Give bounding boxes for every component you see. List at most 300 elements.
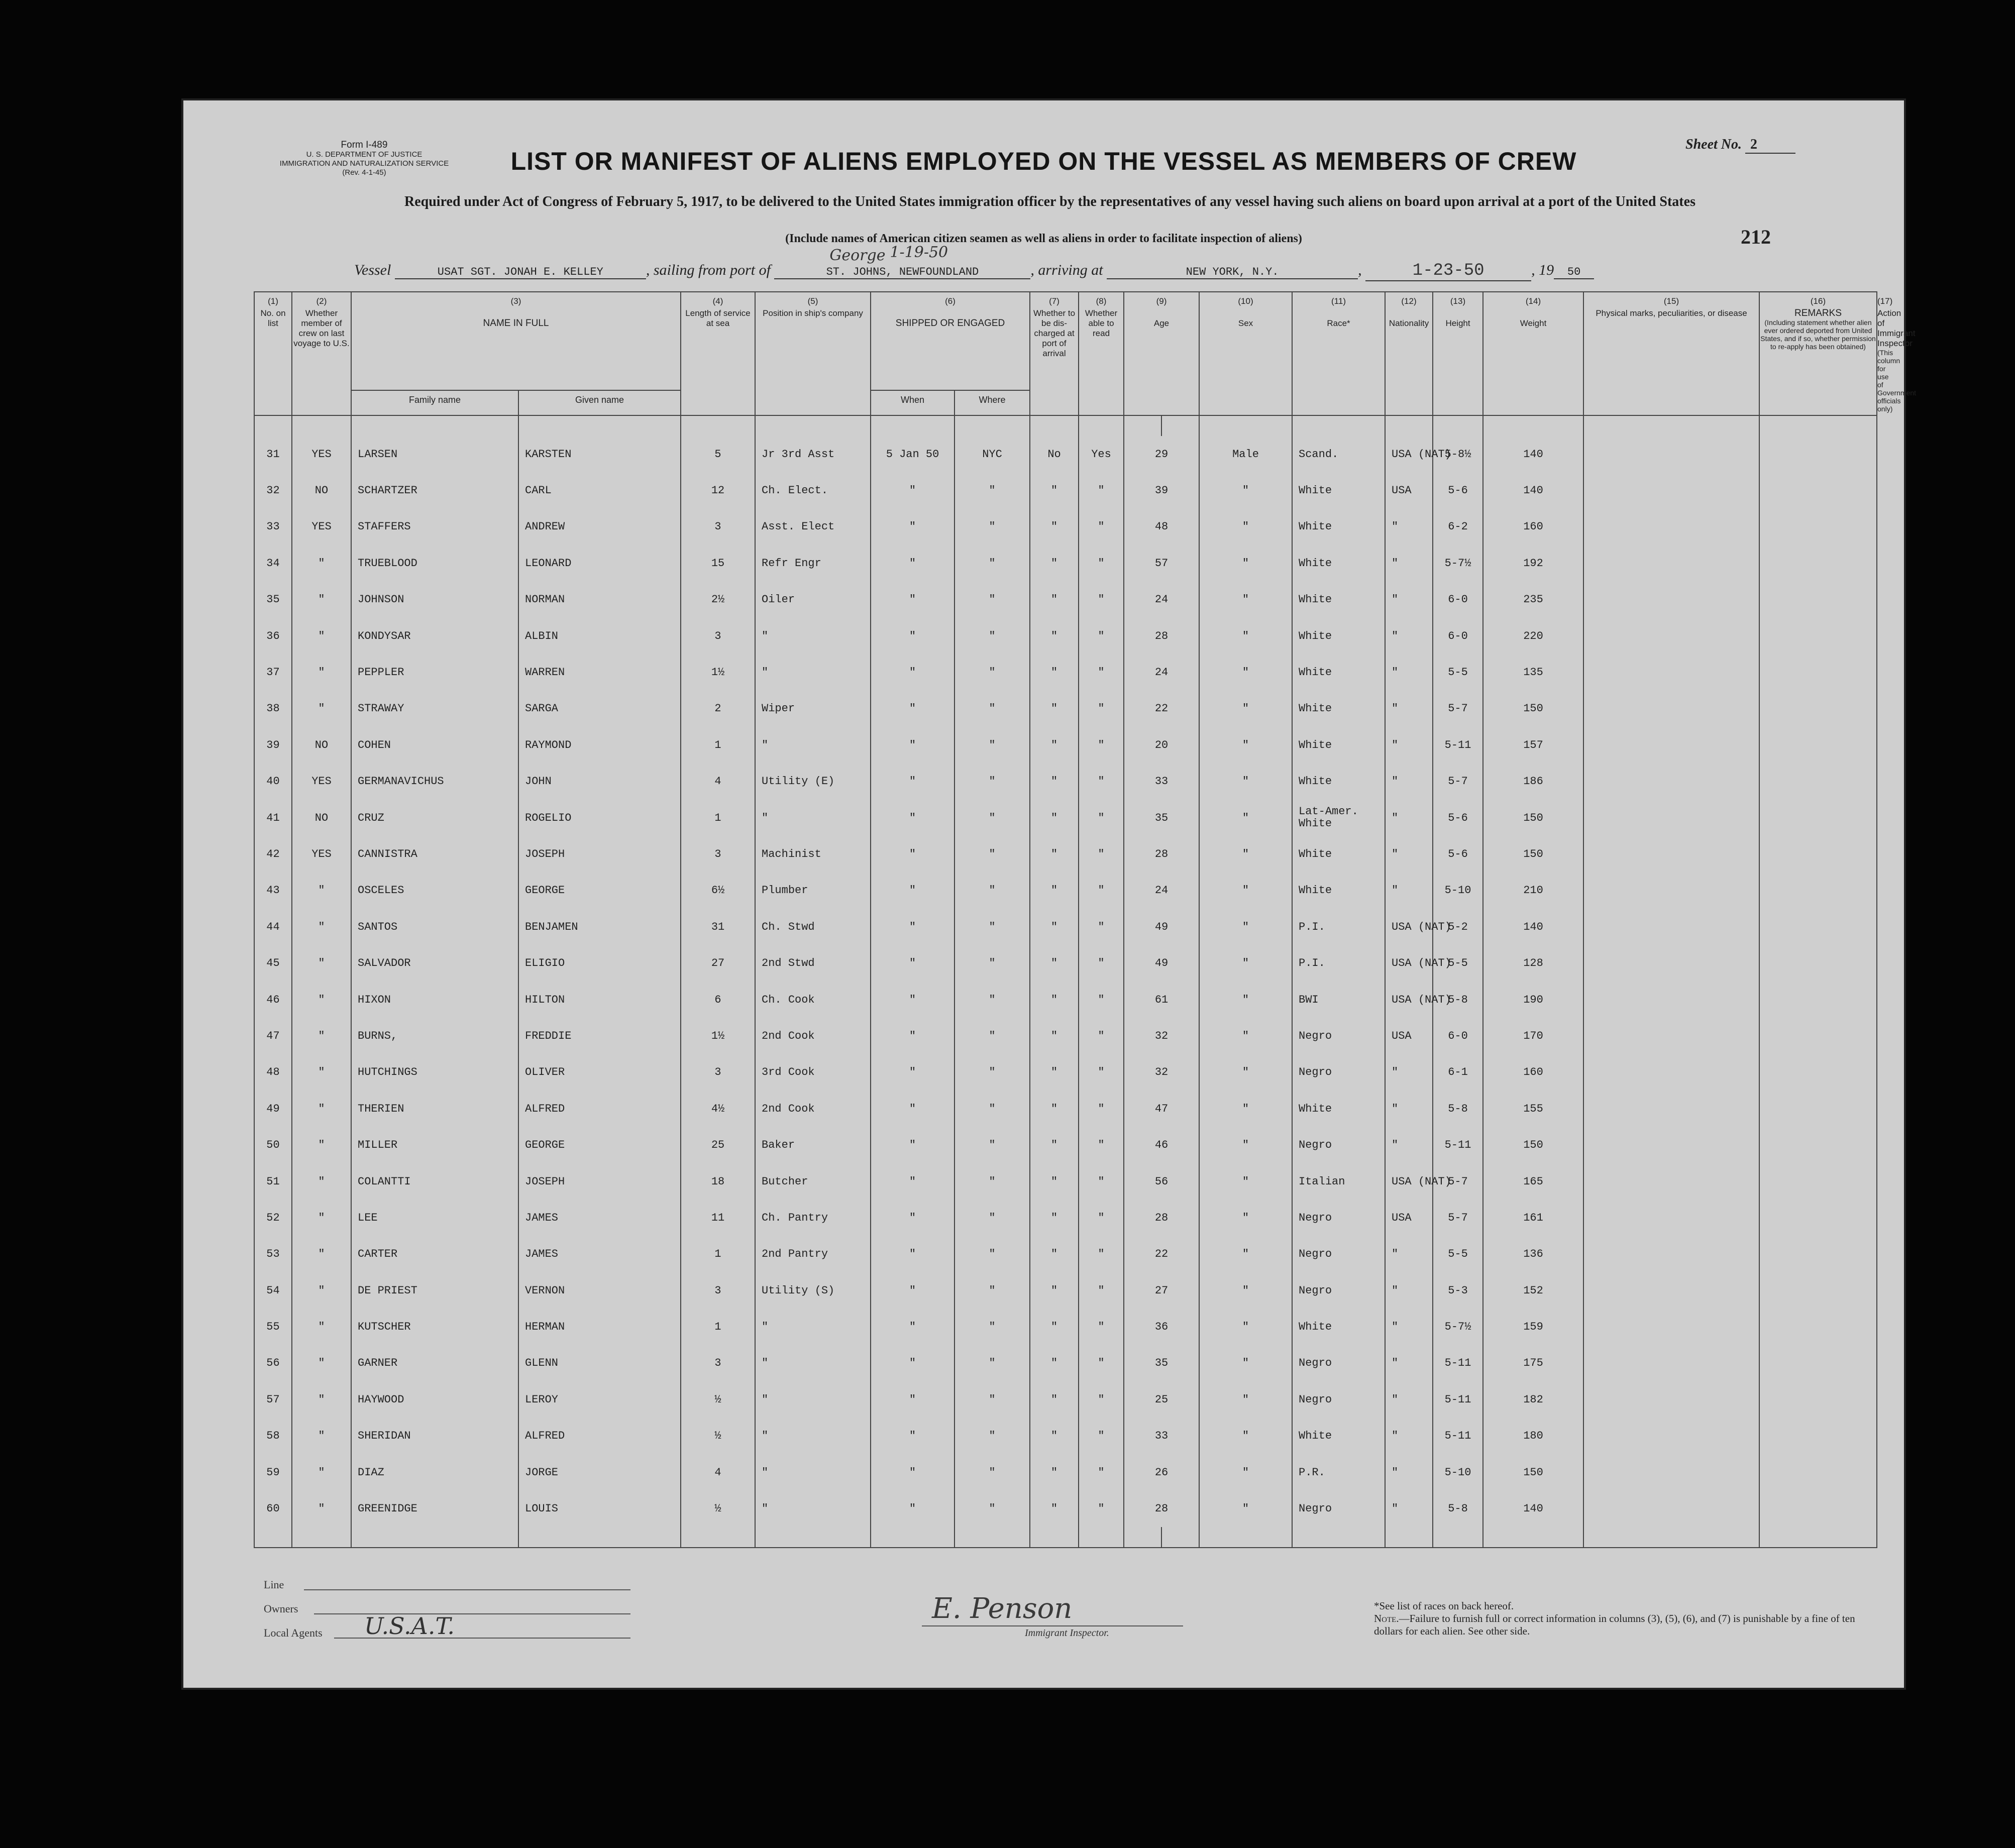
table-row [254,1272,1877,1309]
able-to-read: " [1079,509,1124,545]
sailing-label: , sailing from port of [646,262,771,278]
height: 5-8 [1433,1091,1483,1127]
remarks [1759,1127,1877,1163]
family-name: LEE [351,1200,518,1236]
length-of-service: ½ [681,1490,755,1527]
family-name: TRUEBLOOD [351,545,518,581]
shipped-where: " [955,654,1030,690]
row-number: 57 [254,1381,292,1418]
position: Ch. Cook [755,982,871,1018]
shipped-when: " [871,582,955,618]
table-row [254,1490,1877,1527]
given-name: JOSEPH [518,836,681,872]
age: 24 [1124,582,1199,618]
given-name: ANDREW [518,509,681,545]
physical-marks [1583,1454,1759,1490]
physical-marks [1583,1054,1759,1091]
row-number: 59 [254,1454,292,1490]
given-name: JORGE [518,1454,681,1490]
remarks [1759,1272,1877,1309]
length-of-service: 18 [681,1163,755,1200]
shipped-when: " [871,509,955,545]
position: 3rd Cook [755,1054,871,1091]
able-to-read: " [1079,654,1124,690]
shipped-where: " [955,1018,1030,1054]
able-to-read: " [1079,1127,1124,1163]
table-row [254,1381,1877,1418]
arrival-port: NEW YORK, N.Y. [1107,266,1358,279]
shipped-where: " [955,509,1030,545]
physical-marks [1583,727,1759,763]
height: 5-10 [1433,1454,1483,1490]
given-name: OLIVER [518,1054,681,1091]
position: " [755,1381,871,1418]
race: White [1292,1309,1385,1345]
shipped-where: " [955,1490,1030,1527]
given-name: JOHN [518,764,681,800]
age: 35 [1124,800,1199,836]
race: White [1292,582,1385,618]
nationality: USA [1385,1200,1433,1236]
able-to-read: " [1079,1381,1124,1418]
physical-marks [1583,691,1759,727]
given-name: GEORGE [518,873,681,909]
nationality: USA [1385,472,1433,508]
able-to-read: " [1079,1490,1124,1527]
sex: " [1199,1345,1292,1381]
position: " [755,1345,871,1381]
crew-table: (1) No. on list (2) Whether member of crew on last voyage to U.S. (3) NAME IN FULL (4) Length of service at sea (5) Position in ship's company (6) SHIPPED OR ENGAGED (7) Whether to be dis-charged at port of arrival (8) Whether able to read (9) Age (10) Sex (11) Race* (12) Nationality (13) Height (14) Weight (15) Physical marks, peculiarities, or disease (16) REMARKS (Including statement whether alien ever ordered deported from United States, and if so, whether permission to re-apply has been obtained) (17) Action of Immigrant Inspector (This column for use of Government officials only) Family name Given name When Where 31 YES LARSEN KARSTEN 5 Jr 3rd Asst 5 Jan 50 NYC No Yes 29 Male Scand. USA (NAT) 5-8½ 140 32 NO SCHARTZER CARL 12 Ch. Elect. " " " " 39 " White USA 5-6 140 33 YES STAFFERS ANDREW 3 Asst. Elect " " " " 48 " White " 6-2 160 34 " TRUEBLOOD LEONARD 15 Refr Engr " " " " 57 " White " 5-7½ 192 35 " JOHNSON NORMAN 2½ Oiler " " " " 24 " White " 6-0 235 36 " KONDYSAR ALBIN 3 " " " " " 28 " White " 6-0 220 37 " PEPPLER WARREN 1½ " " " " " 24 " White " 5-5 135 38 " STRAWAY SARGA 2 Wiper " " " " 22 " White " 5-7 150 39 NO COHEN RAYMOND 1 " " " " " 20 " White " 5-11 157 40 YES GERMANAVICHUS JOHN 4 Utility (E) " " " " 33 " White " 5-7 186 41 NO CRUZ ROGELIO 1 " " " " " 35 " Lat-Amer. White " 5-6 150 42 YES CANNISTRA JOSEPH 3 Machinist " " " " 28 " White " 5-6 150 43 " OSCELES GEORGE 6½ Plumber " " " " 24 " White " 5-10 210 44 " SANTOS BENJAMEN 31 Ch. Stwd " " " " 49 " P.I. USA (NAT) 5-2 140 45 " SALVADOR ELIGIO 27 2nd Stwd " " " " 49 " P.I. USA (NAT) 5-5 128 46 " HIXON HILTON 6 Ch. Cook " " " " 61 " BWI USA (NAT) 5-8 190 47 " BURNS, FREDDIE 1½ 2nd Cook " " " " 32 " Negro USA 6-0 170 48 " HUTCHINGS OLIVER 3 3rd Cook " " " " 32 " Negro " 6-1 160 49 " THERIEN ALFRED 4½ 2nd Cook " " " " 47 " White " 5-8 155 50 " MILLER GEORGE 25 Baker " " " " 46 " Negro " 5-11 150 51 " COLANTTI JOSEPH 18 Butcher " " " " 56 " Italian USA (NAT) 5-7 165 52 " LEE JAMES 11 Ch. Pantry " " " " 28 " Negro USA 5-7 161 53 " CARTER JAMES 1 2nd Pantry " " " " 22 " Negro " 5-5 136 54 " DE PRIEST VERNON 3 Utility (S) " " " " 27 " Negro " 5-3 152 55 " KUTSCHER HERMAN 1 " " " " " 36 " White " 5-7½ 159 56 " GARNER GLENN 3 " " " " " 35 " Negro " 5-11 175 57 " HAYWOOD LEROY ½ " " " " " 25 " Negro " 5-11 182 58 " SHERIDAN ALFRED ½ " " " " " 33 " White " 5-11 180 59 " DIAZ JORGE 4 " " " " " 26 " P.R. " 5-10 150 60 " GREENIDGE LOUIS ½ " " " " " 28 " Negro " 5-8 140 [254,291,1877,1548]
row-number: 34 [254,545,292,581]
row-number: 42 [254,836,292,872]
col-header-name: (3) NAME IN FULL [351,292,681,390]
height: 5-5 [1433,654,1483,690]
position: " [755,654,871,690]
weight: 157 [1483,727,1583,763]
nationality: " [1385,1454,1433,1490]
age: 29 [1124,436,1199,472]
shipped-when: " [871,472,955,508]
able-to-read: " [1079,1018,1124,1054]
length-of-service: 4½ [681,1091,755,1127]
col-header-position: (5) Position in ship's company [755,292,871,415]
family-name: SANTOS [351,909,518,945]
shipped-where: " [955,472,1030,508]
height: 5-11 [1433,1345,1483,1381]
sex: " [1199,472,1292,508]
remarks [1759,1381,1877,1418]
sex: " [1199,1381,1292,1418]
length-of-service: 12 [681,472,755,508]
height: 6-2 [1433,509,1483,545]
discharge-at-port: No [1030,436,1079,472]
discharge-at-port: " [1030,1418,1079,1454]
length-of-service: 31 [681,909,755,945]
crew-last-voyage: YES [292,436,351,472]
weight: 150 [1483,1454,1583,1490]
family-name: COLANTTI [351,1163,518,1200]
physical-marks [1583,909,1759,945]
shipped-when: " [871,1091,955,1127]
age: 36 [1124,1309,1199,1345]
able-to-read: " [1079,764,1124,800]
shipped-when: " [871,727,955,763]
sex: " [1199,654,1292,690]
position: 2nd Cook [755,1091,871,1127]
owners-label: Owners [264,1602,298,1615]
shipped-when: " [871,1163,955,1200]
given-name: JAMES [518,1236,681,1272]
position: Plumber [755,873,871,909]
race: P.I. [1292,945,1385,981]
length-of-service: 4 [681,764,755,800]
given-name: JAMES [518,1200,681,1236]
shipped-when: " [871,1309,955,1345]
position: Baker [755,1127,871,1163]
age: 32 [1124,1018,1199,1054]
physical-marks [1583,1091,1759,1127]
row-number: 37 [254,654,292,690]
race: BWI [1292,982,1385,1018]
row-number: 47 [254,1018,292,1054]
age: 48 [1124,509,1199,545]
owners-field [314,1613,630,1614]
weight: 136 [1483,1236,1583,1272]
position: " [755,1309,871,1345]
discharge-at-port: " [1030,472,1079,508]
shipped-when: " [871,1127,955,1163]
weight: 175 [1483,1345,1583,1381]
row-number: 31 [254,436,292,472]
age: 24 [1124,873,1199,909]
physical-marks [1583,1127,1759,1163]
able-to-read: " [1079,945,1124,981]
remarks [1759,909,1877,945]
age: 33 [1124,1418,1199,1454]
race: P.I. [1292,909,1385,945]
given-name: LOUIS [518,1490,681,1527]
table-row [254,1163,1877,1200]
discharge-at-port: " [1030,654,1079,690]
vessel-name: USAT SGT. JONAH E. KELLEY [395,266,646,279]
height: 5-7 [1433,691,1483,727]
table-row [254,1054,1877,1091]
crew-last-voyage: " [292,1200,351,1236]
physical-marks [1583,836,1759,872]
remarks [1759,1490,1877,1527]
sex: " [1199,1418,1292,1454]
given-name: VERNON [518,1272,681,1309]
length-of-service: 1 [681,727,755,763]
given-name: ALFRED [518,1418,681,1454]
sex: " [1199,509,1292,545]
physical-marks [1583,618,1759,654]
table-row [254,764,1877,800]
shipped-when: " [871,1418,955,1454]
discharge-at-port: " [1030,982,1079,1018]
height: 6-0 [1433,1018,1483,1054]
row-number: 35 [254,582,292,618]
race: White [1292,618,1385,654]
remarks [1759,1236,1877,1272]
discharge-at-port: " [1030,1309,1079,1345]
race: Scand. [1292,436,1385,472]
remarks [1759,764,1877,800]
able-to-read: " [1079,1345,1124,1381]
nationality: " [1385,1381,1433,1418]
col-header-height: (13) Height [1433,292,1483,415]
col-header-read: (8) Whether able to read [1079,292,1124,415]
sex: " [1199,1309,1292,1345]
table-row [254,1418,1877,1454]
given-name: GLENN [518,1345,681,1381]
remarks [1759,436,1877,472]
table-row [254,654,1877,690]
col-header-where: Where [955,390,1030,415]
given-name: ROGELIO [518,800,681,836]
given-name: FREDDIE [518,1018,681,1054]
age: 47 [1124,1091,1199,1127]
remarks [1759,545,1877,581]
row-number: 39 [254,727,292,763]
able-to-read: " [1079,727,1124,763]
able-to-read: " [1079,982,1124,1018]
form-revision: (Rev. 4-1-45) [342,168,386,177]
table-row [254,618,1877,654]
height: 5-5 [1433,1236,1483,1272]
length-of-service: 6½ [681,873,755,909]
race: Negro [1292,1381,1385,1418]
races-note: *See list of races on back hereof. [1374,1600,1514,1612]
able-to-read: Yes [1079,436,1124,472]
col-header-sex: (10) Sex [1199,292,1292,415]
remarks [1759,472,1877,508]
col-header-family-name: Family name [351,390,518,415]
crew-last-voyage: " [292,1236,351,1272]
shipped-when: " [871,800,955,836]
length-of-service: 3 [681,836,755,872]
height: 5-6 [1433,836,1483,872]
shipped-where: " [955,727,1030,763]
position: Ch. Elect. [755,472,871,508]
family-name: STRAWAY [351,691,518,727]
shipped-when: " [871,982,955,1018]
crew-last-voyage: NO [292,472,351,508]
race: Lat-Amer. White [1292,800,1385,836]
shipped-when: " [871,1054,955,1091]
shipped-when: " [871,836,955,872]
crew-last-voyage: " [292,1418,351,1454]
shipped-when: " [871,691,955,727]
position: Ch. Pantry [755,1200,871,1236]
weight: 180 [1483,1418,1583,1454]
physical-marks [1583,1381,1759,1418]
form-number: Form I-489 [341,140,388,150]
family-name: GARNER [351,1345,518,1381]
col-header-race: (11) Race* [1292,292,1385,415]
family-name: JOHNSON [351,582,518,618]
vessel-line: Vessel USAT SGT. JONAH E. KELLEY , sailing from port of ST. JOHNS, NEWFOUNDLAND George 1-19-50 , arriving at NEW YORK, N.Y. , 1-23-50 , 19 50 [354,261,1811,281]
crew-last-voyage: " [292,1054,351,1091]
given-name: ALBIN [518,618,681,654]
position: " [755,727,871,763]
remarks [1759,509,1877,545]
table-row [254,472,1877,508]
height: 5-11 [1433,1381,1483,1418]
height: 5-8 [1433,1490,1483,1527]
given-name: HILTON [518,982,681,1018]
table-row [254,1345,1877,1381]
age: 56 [1124,1163,1199,1200]
race: P.R. [1292,1454,1385,1490]
family-name: SHERIDAN [351,1418,518,1454]
page-number: 212 [1741,226,1771,248]
physical-marks [1583,436,1759,472]
family-name: CARTER [351,1236,518,1272]
able-to-read: " [1079,800,1124,836]
physical-marks [1583,582,1759,618]
col-header-given-name: Given name [518,390,681,415]
race: Negro [1292,1272,1385,1309]
nationality: " [1385,873,1433,909]
remarks [1759,1418,1877,1454]
table-row [254,1236,1877,1272]
line-label: Line [264,1578,284,1591]
length-of-service: 11 [681,1200,755,1236]
able-to-read: " [1079,1236,1124,1272]
crew-last-voyage: " [292,582,351,618]
footer-notes [1374,1600,1876,1638]
physical-marks [1583,873,1759,909]
nationality: " [1385,1490,1433,1527]
table-row [254,436,1877,472]
shipped-when: " [871,618,955,654]
discharge-at-port: " [1030,909,1079,945]
arrival-date: 1-23-50 [1365,261,1531,281]
position: " [755,1418,871,1454]
sex: " [1199,618,1292,654]
family-name: HIXON [351,982,518,1018]
remarks [1759,1345,1877,1381]
shipped-where: " [955,982,1030,1018]
remarks [1759,800,1877,836]
shipped-where: " [955,1054,1030,1091]
sex: " [1199,1091,1292,1127]
physical-marks [1583,1272,1759,1309]
table-row [254,800,1877,836]
shipped-where: NYC [955,436,1030,472]
shipped-where: " [955,909,1030,945]
nationality: " [1385,545,1433,581]
family-name: GERMANAVICHUS [351,764,518,800]
shipped-where: " [955,945,1030,981]
sex: " [1199,945,1292,981]
position: Machinist [755,836,871,872]
crew-last-voyage: " [292,1345,351,1381]
table-row [254,1309,1877,1345]
shipped-when: " [871,909,955,945]
position: Butcher [755,1163,871,1200]
length-of-service: 27 [681,945,755,981]
year-prefix: 19 [1539,262,1554,278]
weight: 182 [1483,1381,1583,1418]
physical-marks [1583,1309,1759,1345]
discharge-at-port: " [1030,1200,1079,1236]
table-row [254,873,1877,909]
weight: 159 [1483,1309,1583,1345]
position: 2nd Pantry [755,1236,871,1272]
sex: " [1199,1200,1292,1236]
discharge-at-port: " [1030,618,1079,654]
nationality: USA [1385,1018,1433,1054]
height: 5-11 [1433,1127,1483,1163]
length-of-service: 3 [681,1345,755,1381]
position: " [755,618,871,654]
sex: " [1199,1454,1292,1490]
sex: " [1199,1127,1292,1163]
age: 57 [1124,545,1199,581]
given-name: WARREN [518,654,681,690]
age: 61 [1124,982,1199,1018]
shipped-where: " [955,545,1030,581]
age: 28 [1124,1490,1199,1527]
discharge-at-port: " [1030,1163,1079,1200]
nationality: " [1385,727,1433,763]
height: 5-8 [1433,982,1483,1018]
position: Ch. Stwd [755,909,871,945]
crew-last-voyage: " [292,909,351,945]
table-row [254,836,1877,872]
departure-port [774,244,1030,279]
position: Jr 3rd Asst [755,436,871,472]
sheet-number-label: Sheet No. [1685,137,1742,152]
shipped-where: " [955,691,1030,727]
race: Negro [1292,1054,1385,1091]
row-number: 50 [254,1127,292,1163]
sex: " [1199,1018,1292,1054]
family-name: CANNISTRA [351,836,518,872]
row-number: 33 [254,509,292,545]
family-name: BURNS, [351,1018,518,1054]
able-to-read: " [1079,836,1124,872]
height: 6-1 [1433,1054,1483,1091]
shipped-when: " [871,1018,955,1054]
remarks [1759,945,1877,981]
given-name: NORMAN [518,582,681,618]
row-number: 44 [254,909,292,945]
table-row [254,727,1877,763]
weight: 192 [1483,545,1583,581]
nationality: " [1385,691,1433,727]
race: White [1292,1091,1385,1127]
shipped-when: " [871,1381,955,1418]
row-number: 46 [254,982,292,1018]
sex: " [1199,873,1292,909]
signature-line [922,1625,1183,1626]
height: 5-5 [1433,945,1483,981]
weight: 161 [1483,1200,1583,1236]
age: 33 [1124,764,1199,800]
sail-date-handwritten: 1-19-50 [890,244,948,261]
able-to-read: " [1079,873,1124,909]
table-row [254,1018,1877,1054]
shipped-when: " [871,1454,955,1490]
table-row [254,691,1877,727]
age: 22 [1124,1236,1199,1272]
weight: 135 [1483,654,1583,690]
crew-last-voyage: NO [292,800,351,836]
position: " [755,800,871,836]
